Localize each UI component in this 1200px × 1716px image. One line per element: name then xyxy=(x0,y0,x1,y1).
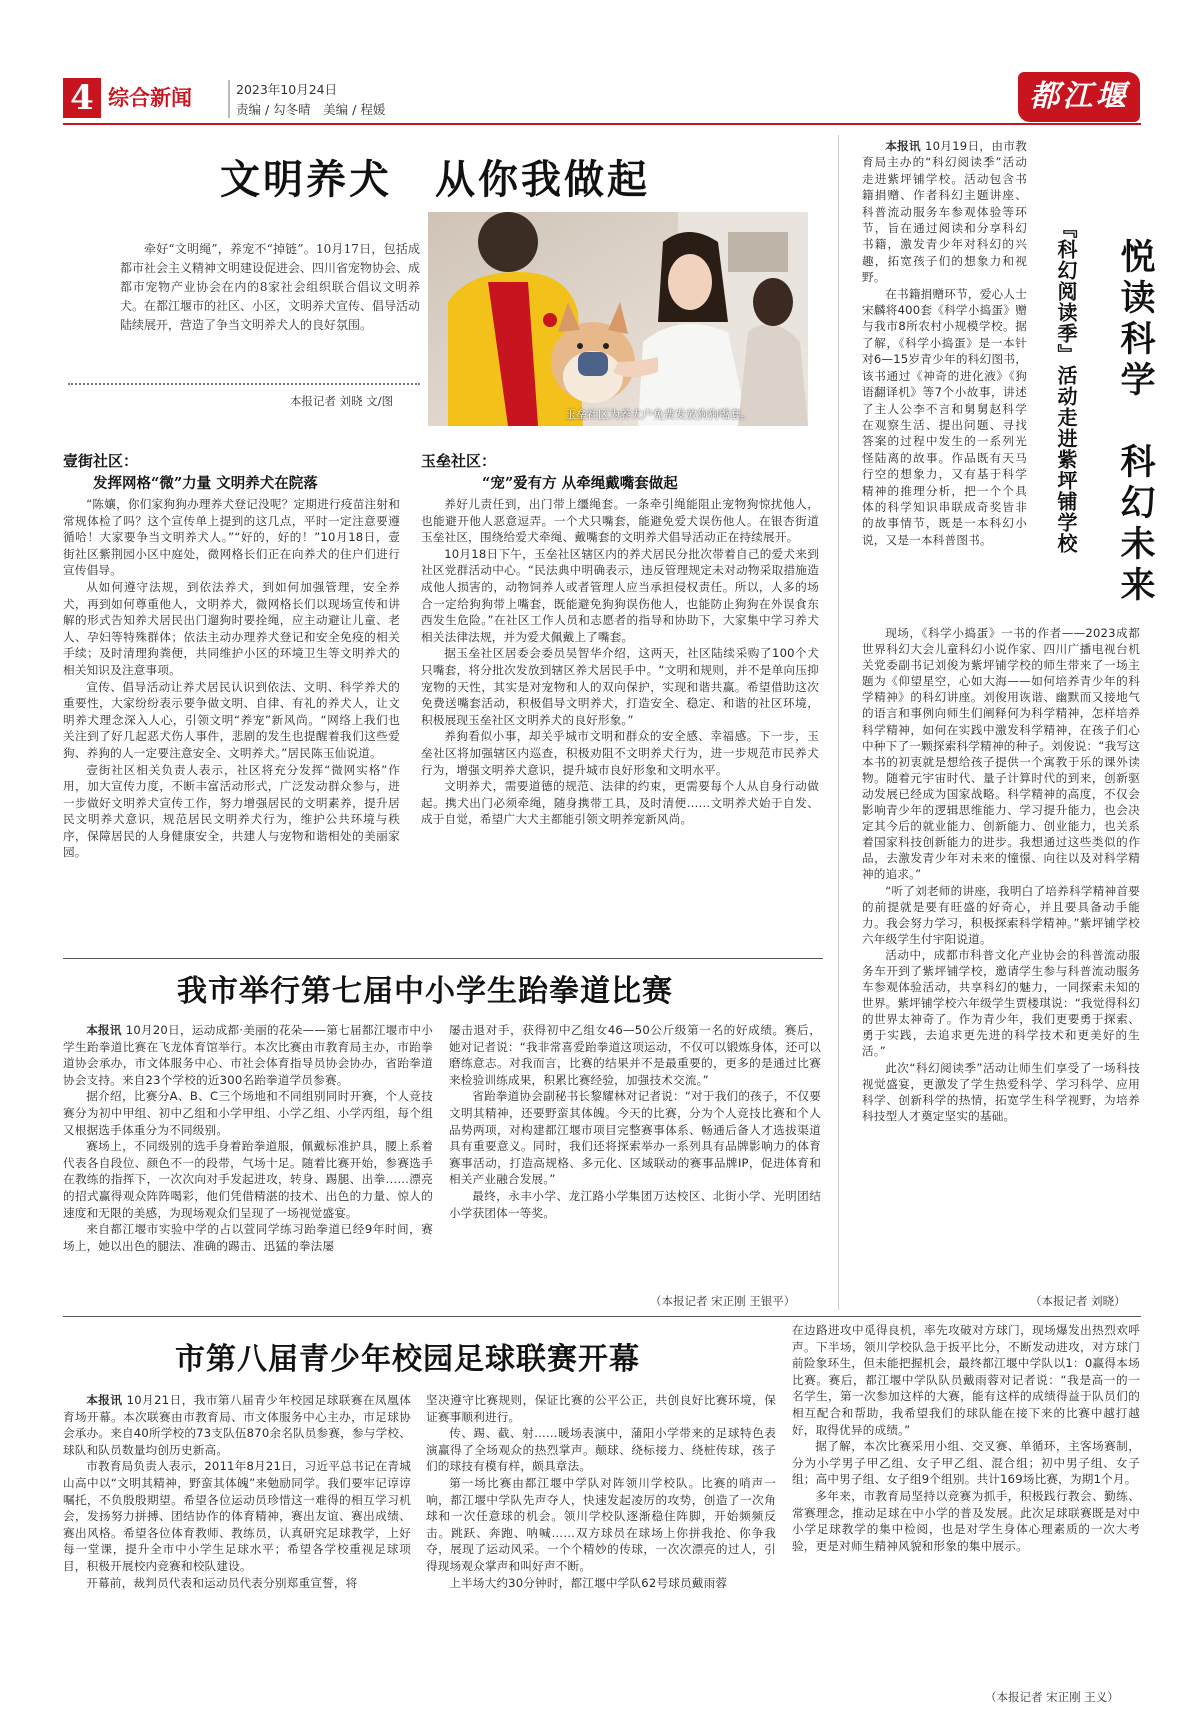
football-col3 xyxy=(792,1322,1140,1554)
column-divider xyxy=(838,135,839,1310)
lead-label: 本报讯 xyxy=(86,1023,122,1037)
paragraph: 现场，《科学小捣蛋》一书的作者——2023成都世界科幻大会儿童科幻小说作家、四川广播电视台机关党委副书记刘俊为紫坪铺学校的师生带来了一场主题为《仰望星空，心如大海——如何培养青少年的科学精神》的科幻讲座。刘俊用诙谐、幽默而又接地气的语言和事例向师生们阐释何为科学精神，怎样培养科学精神，如何在实践中激发科学精神，在孩子们心中种下了一颗探索科学精神的种子。刘俊说：“我写这本书的初衷就是想给孩子提供一个寓教于乐的课外读物。随着元宇宙时代、量子计算时代的到来，创新驱动发展已经成为国家战略。科学精神的高度，不仅会影响青少年的逻辑思维能力、学习提升能力，也会决定其今后的就业能力、创新能力、创业能力，也关系着国家科技创新能力的进步。我想通过这些类似的作品，去激发青少年对未来的憧憬、向往以及对科学精神的追求。” xyxy=(862,626,1140,882)
paragraph: 据了解，本次比赛采用小组、交叉赛、单循环，主客场赛制，分为小学男子甲乙组、女子甲乙组、混合组；初中男子组、女子组；高中男子组、女子组9个组别。共计169场比赛，为期1个月。 xyxy=(792,1439,1140,1487)
pet-col2-body xyxy=(421,496,819,828)
pet-col1-body xyxy=(63,496,400,861)
dotted-divider xyxy=(68,383,420,385)
pet-article-title: 文明养犬 从你我做起 xyxy=(220,157,650,203)
paragraph: 坚决遵守比赛规则，保证比赛的公平公正，共创良好比赛环境，保证赛事顺利进行。 xyxy=(426,1393,776,1424)
community-heading-yulei: 玉垒社区： xyxy=(421,452,497,470)
scifi-title: 悦读科学 科幻未来 xyxy=(1115,238,1156,607)
taekwondo-col1 xyxy=(63,1022,433,1254)
lead-label: 本报讯 xyxy=(86,1393,123,1407)
paragraph: 多年来，市教育局坚持以竞赛为抓手，积极践行教会、勤练、常赛理念，推动足球在中小学的普及发展。此次足球联赛既是对中小学足球教学的集中检阅，也是对学生身体心理素质的一次大考验，更是对师生精神风貌和形象的集中展示。 xyxy=(792,1488,1140,1553)
community-heading-yijie: 壹街社区： xyxy=(63,452,139,470)
football-title: 市第八届青少年校园足球联赛开幕 xyxy=(175,1342,640,1377)
section-rule xyxy=(63,1316,1141,1317)
paragraph: 文明养犬，需要道德的规范、法律的约束，更需要每个人从自身行动做起。携犬出门必须牵绳，随身携带工具，及时清便……文明养犬始于自发、成于自觉，希望广大犬主都能引领文明养宠新风尚。 xyxy=(421,779,819,827)
scifi-body-bottom xyxy=(862,625,1140,1124)
paragraph: 此次“科幻阅读季”活动让师生们享受了一场科技视觉盛宴，更激发了学生热爱科学、学习科学、应用科学、创新科学的热情，拓宽学生科学视野，为培养科技型人才奠定坚实的基础。 xyxy=(862,1060,1140,1123)
paragraph: 据玉垒社区居委会委员吴智华介绍，这两天，社区陆续采购了100个犬只嘴套，将分批次发放到辖区养犬居民手中。“文明和规则，并不是单向压抑宠物的天性，其实是对宠物和人的双向保护，实现和谐共赢。希望借助这次免费送嘴套活动，积极倡导文明养犬，打造安全、稳定、和谐的社区环境，积极展现玉垒社区文明养犬的良好形象。” xyxy=(421,646,819,727)
pet-lede: 牵好“文明绳”，养宠不“掉链”。10月17日，包括成都市社会主义精神文明建设促进会、四川省宠物协会、成都市宠物产业协会在内的8家社会组织联合倡议文明养犬。在都江堰市的社区、小区，文明养犬宣传、倡导活动陆续展开，营造了争当文明养犬人的良好氛围。 xyxy=(120,242,421,332)
photo-caption: 玉垒社区为养犬户免费发放狗狗嘴套。 xyxy=(565,408,752,421)
paragraph: 10月18日下午，玉垒社区辖区内的养犬居民分批次带着自己的爱犬来到社区党群活动中心。“民法典中明确表示，违反管理规定未对动物采取措施造成他人损害的，动物饲养人或者管理人应当承担侵权责任。所以，人多的场合一定给狗狗带上嘴套，既能避免狗狗误伤他人，也能防止狗狗在外误食东西发生危险。”在社区工作人员和志愿者的指导和协助下，大家集中学习养犬相关法律法规，并为爱犬佩戴上了嘴套。 xyxy=(421,546,819,644)
paragraph: 据介绍，比赛分A、B、C三个场地和不同组别同时开赛，个人竞技赛分为初中甲组、初中乙组和小学甲组、小学乙组、小学丙组，每个组又根据选手体重分为不同级别。 xyxy=(63,1089,433,1137)
paragraph: 养狗看似小事，却关乎城市文明和群众的安全感、幸福感。下一步，玉垒社区将加强辖区内巡查，积极劝阻不文明养犬行为，进一步规范市民养犬行为，增强文明养犬意识，提升城市良好形象和文明水平。 xyxy=(421,729,819,777)
paragraph-text: 10月19日，由市教育局主办的“科幻阅读季”活动走进紫坪铺学校。活动包含书籍捐赠、作者科幻主题讲座、科普流动服务车参观体验等环节，旨在通过阅读和分享科幻书籍，激发青少年对科幻的兴趣，拓宽孩子们的想象力和视野。 xyxy=(862,139,1027,285)
newspaper-masthead: 都江堰报 xyxy=(1018,72,1140,122)
paragraph: 宣传、倡导活动让养犬居民认识到依法、文明、科学养犬的重要性，大家纷纷表示要争做文明、自律、有礼的养犬人，让文明养犬理念深入人心，引领文明“养宠”新风尚。“网络上我们也关注到了好几起恶犬伤人事件，悲剧的发生也提醒着我们这些爱狗、养狗的人一定要注意安全、文明养犬。”居民陈玉仙说道。 xyxy=(63,679,400,760)
scifi-subtitle: 『科幻阅读季』活动走进紫坪铺学校 xyxy=(1054,218,1078,554)
paragraph: 省跆拳道协会副秘书长黎耀林对记者说：“对于我们的孩子，不仅要文明其精神，还要野蛮其体魄。今天的比赛，分为个人竞技比赛和个人品势两项，对构建都江堰市项目完整赛事体系、畅通后备人才选拔渠道具有重要意义。同时，我们还将探索举办一系列具有品牌影响力的体育赛事活动，打造高规格、多元化、区域联动的赛事品牌IP，促进体育和相关产业融合发展。” xyxy=(449,1089,821,1187)
header-divider xyxy=(228,80,230,118)
editors-credit: 责编 / 勾冬晴 美编 / 程媛 xyxy=(236,102,386,117)
paragraph: 屡击退对手，获得初中乙组女46—50公斤级第一名的好成绩。赛后，她对记者说：“我非常喜爱跆拳道这项运动，不仅可以锻炼身体，还可以磨练意志。对我而言，比赛的结果并不是最重要的，更多的是通过比赛来检验训练成果，积累比赛经验，加强技术交流。” xyxy=(449,1023,821,1087)
paragraph xyxy=(63,1392,411,1458)
subheading-yulei: “宠”爱有方 从牵绳戴嘴套做起 xyxy=(482,475,678,492)
section-rule xyxy=(63,958,823,959)
paragraph: 壹街社区相关负责人表示，社区将充分发挥“微网实格”作用，加大宣传力度，不断丰富活动形式，广泛发动群众参与，进一步做好文明养犬宣传工作，努力增强居民的文明素养，提升居民文明养犬意识，规范居民文明养犬行为，维护公共环境与秩序，保障居民的人身健康安全，共建人与宠物和谐相处的美丽家园。 xyxy=(63,762,400,860)
taekwondo-byline: （本报记者 宋正刚 王银平） xyxy=(650,1294,796,1308)
taekwondo-title: 我市举行第七届中小学生跆拳道比赛 xyxy=(177,974,673,1009)
paragraph: “陈孃，你们家狗狗办理养犬登记没呢？定期进行疫苗注射和常规体检了吗？这个宣传单上提到的这几点，平时一定注意要遵循哈！大家要争当文明养犬人。”“好的，好的！”10月18日，壹街社区紫荆园小区中庭处，微网格长们正在向养犬的住户们进行宣传倡导。 xyxy=(63,497,400,578)
section-name: 综合新闻 xyxy=(108,85,192,110)
lead-label: 本报讯 xyxy=(885,139,921,153)
subheading-yijie: 发挥网格“微”力量 文明养犬在院落 xyxy=(93,475,318,492)
paragraph-text: 10月20日，运动成都·美丽的花朵——第七届都江堰市中小学生跆拳道比赛在飞龙体育馆举行。本次比赛由市教育局主办，市跆拳道协会承办，市文体服务中心、市社会体育指导员协会协办，省跆拳道协会支持。来自23个学校的近300名跆拳道学员参赛。 xyxy=(63,1023,433,1087)
paragraph: “听了刘老师的讲座，我明白了培养科学精神首要的前提就是要有旺盛的好奇心，并且要具备动手能力。我会努力学习，积极探索科学精神。”紫坪铺学校六年级学生付宇阳说道。 xyxy=(862,883,1140,946)
paragraph: 赛场上，不同级别的选手身着跆拳道服，佩戴标准护具，腰上系着代表各自段位、颜色不一的段带，气场十足。随着比赛开始，参赛选手在教练的指挥下，一次次向对手发起进攻，转身、踢腿、出拳……漂亮的招式赢得观众阵阵喝彩，他们凭借精湛的技术、出色的力量、惊人的速度和无限的美感，为现场观众们呈现了一场视觉盛宴。 xyxy=(63,1139,433,1220)
paragraph-text: 10月21日，我市第八届青少年校园足球联赛在凤凰体育场开幕。本次联赛由市教育局、市文体服务中心主办，市足球协会承办。来自40所学校的73支队伍870余名队员参赛，参与学校、球队和队员数量均创历史新高。 xyxy=(63,1393,412,1457)
paragraph: 从如何遵守法规，到依法养犬，到如何加强管理，安全养犬，再到如何尊重他人，文明养犬，微网格长们以现场宣传和讲解的形式告知养犬居民出门遛狗时要拴绳，应主动避让儿童、老人、孕妇等特殊群体；依法主动办理养犬登记和安全免疫的相关手续；及时清理狗粪便，共同维护小区的环境卫生等文明养犬的相关知识及注意事项。 xyxy=(63,579,400,677)
paragraph: 养好儿责任到，出门带上缰绳套。一条牵引绳能阻止宠物狗惊扰他人，也能避开他人恶意逗弄。一个犬只嘴套，能避免爱犬误伤他人。在银杏街道玉垒社区，围绕给爱犬牵绳、戴嘴套的文明养犬倡导活动正在持续展开。 xyxy=(421,497,819,545)
header-rule xyxy=(63,123,1141,125)
football-col1 xyxy=(63,1392,411,1591)
paragraph: 传、踢、截、射……暖场表演中，蒲阳小学带来的足球特色表演赢得了全场观众的热烈掌声。颠球、绕标接力、绕桩传球，孩子们的球技有模有样，颇具章法。 xyxy=(426,1426,776,1474)
paragraph: 活动中，成都市科普文化产业协会的科普流动服务车开到了紫坪铺学校，邀请学生参与科普流动服务车参观体验活动，共享科幻的魅力，一同探索未知的世界。紫坪铺学校六年级学生贾楼琪说：“我觉得科幻的世界太神奇了。作为青少年，我们更要勇于探索、勇于实践，去追求更先进的科学技术和更美好的生活。” xyxy=(862,947,1140,1059)
football-col2 xyxy=(426,1392,776,1591)
issue-date: 2023年10月24日 xyxy=(236,82,338,97)
football-byline: （本报记者 宋正刚 王义） xyxy=(985,1690,1119,1704)
pet-photo xyxy=(428,212,808,426)
paragraph: 开幕前，裁判员代表和运动员代表分别郑重宣誓，将 xyxy=(86,1575,358,1590)
paragraph: 市教育局负责人表示，2011年8月21日，习近平总书记在青城山高中以“文明其精神，野蛮其体魄”来勉励同学。我们要牢记谆谆嘱托，不负殷殷期望。希望各位运动员珍惜这一难得的相互学习机会，发扬努力拼搏、团结协作的体育精神，赛出友谊、赛出成绩、赛出风格。希望各位体育教师、教练员，认真研究足球教学，上好每一堂课，提升全市中小学生足球水平；希望各学校重视足球项目，积极开展校内竞赛和校队建设。 xyxy=(63,1459,411,1573)
paragraph: 上半场大约30分钟时，都江堰中学队62号球员戴雨蓉 xyxy=(449,1575,728,1590)
taekwondo-col2 xyxy=(449,1022,821,1221)
paragraph: 在书籍捐赠环节，爱心人士宋麟将400套《科学小捣蛋》赠与我市8所农村小规模学校。据了解，《科学小捣蛋》是一本针对6—15岁青少年的科幻图书，该书通过《神奇的进化液》《狗语翻译机》等7个小故事，讲述了主人公李不言和舅舅赵科学在观察生活、提出问题、寻找答案的过程中发生的一系列光怪陆离的故事。作品既有天马行空的想象力，又有基于科学精神的推理分析，把一个个具体的科学知识串联成奇奖皆非的故事情节，既是一本科幻小说，又是一本科普图书。 xyxy=(862,286,1027,547)
paragraph: 最终，永丰小学、龙江路小学集团万达校区、北街小学、光明团结小学获团体一等奖。 xyxy=(449,1188,821,1220)
paragraph xyxy=(63,1022,433,1088)
paragraph: 第一场比赛由都江堰中学队对阵领川学校队。比赛的哨声一响，都江堰中学队先声夺人，快速发起凌厉的攻势，创造了一次角球和一次任意球的机会。领川学校队逐渐稳住阵脚，开始频频反击。跳跃、奔跑、呐喊……双方球员在球场上你拼我抢、你争我夺，展现了运动风采。一个个精妙的传球，一次次漂亮的过人，引得现场观众掌声和叫好声不断。 xyxy=(426,1475,776,1573)
pet-photo-illustration xyxy=(428,212,808,426)
paragraph: 在边路进攻中觅得良机，率先攻破对方球门，现场爆发出热烈欢呼声。下半场，领川学校队急于扳平比分，不断发动进攻，对方球门前险象环生，但未能把握机会，最终都江堰中学队以1：0赢得本场比赛。赛后，都江堰中学队队员戴雨蓉对记者说：“我是高一的一名学生，第一次参加这样的大赛，能有这样的成绩得益于队员们的相互配合和帮助，我希望我们的球队能在接下来的比赛中越打越好，取得优异的成绩。” xyxy=(792,1323,1140,1437)
scifi-body-top xyxy=(862,138,1027,548)
pet-reporter-credit: 本报记者 刘晓 文/图 xyxy=(290,394,394,408)
paragraph xyxy=(862,138,1027,286)
page-number: 4 xyxy=(63,78,101,118)
scifi-byline: （本报记者 刘晓） xyxy=(1030,1294,1126,1308)
paragraph: 来自都江堰市实验中学的占以萱同学练习跆拳道已经9年时间，赛场上，她以出色的腿法、准确的踢击、迅猛的拳法屡 xyxy=(63,1222,433,1253)
